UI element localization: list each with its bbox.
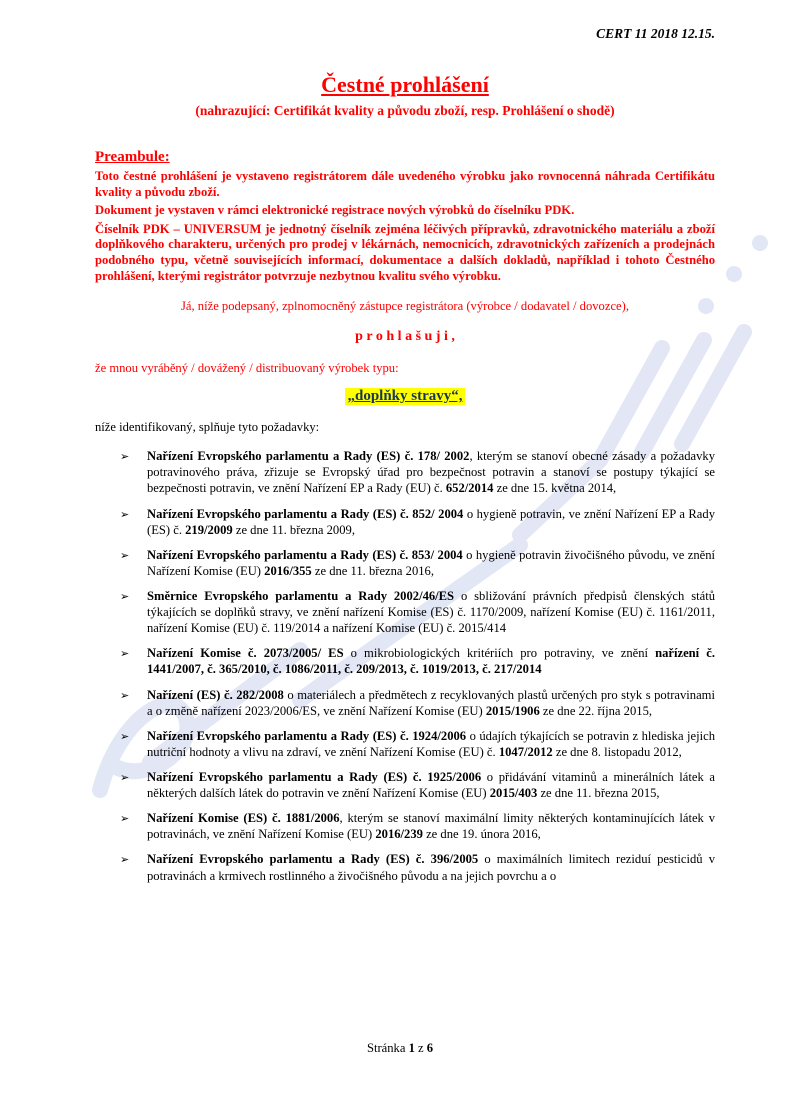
list-item — [120, 588, 715, 636]
regulation-text: Směrnice Evropského parlamentu a Rady 2002/46/ES o sbližování právních předpisů členských států týkajících se doplňků stravy, ve znění nařízení Komise (ES) č. 1170/2009, nařízení Komise (EU) č. 1161/2011, nařízení Komise (EU) č. 119/2014 a nařízení Komise (EU) č. 2015/414 — [147, 589, 715, 636]
regulation-text: Nařízení Evropského parlamentu a Rady (ES) č. 396/2005 o maximálních limitech reziduí pesticidů v potravinách a krmivech rostlinného a živočišného původu a na jejich povrchu a o — [147, 852, 715, 883]
arrow-bullet-icon: ➢ — [120, 507, 130, 521]
list-item — [120, 687, 715, 719]
arrow-bullet-icon: ➢ — [120, 688, 130, 702]
product-type-wrap — [95, 387, 715, 405]
regulation-text: Nařízení Komise č. 2073/2005/ ES o mikrobiologických kritériích pro potraviny, ve znění nařízení č. 1441/2007, č. 365/2010, č. 1086/2011, č. 209/2013, č. 1019/2013, č. 217/2014 — [147, 646, 715, 677]
regulation-text: Nařízení Evropského parlamentu a Rady (ES) č. 853/ 2004 o hygieně potravin živočišného původu, ve znění Nařízení Komise (EU) 2016/355 ze dne 11. března 2016, — [147, 547, 715, 578]
title-block — [95, 72, 715, 119]
preamble-paragraph: Dokument je vystaven v rámci elektronické registrace nových výrobků do číselníku PDK. — [95, 203, 575, 218]
list-item — [120, 810, 715, 842]
preamble-section — [95, 119, 715, 284]
arrow-bullet-icon: ➢ — [120, 771, 130, 785]
footer-prefix: Stránka — [366, 1041, 409, 1055]
list-item — [120, 506, 715, 538]
regulation-text: Nařízení (ES) č. 282/2008 o materiálech a předmětech z recyklovaných plastů určených pro styk s potravinami a o změně nařízení 2023/2006/ES, ve znění Nařízení Komise (EU) 2015/1906 ze dne 22. října 2015, — [147, 687, 715, 718]
regulation-text: Nařízení Evropského parlamentu a Rady (ES) č. 1924/2006 o údajích týkajících se potravin z hlediska jejich nutriční hodnoty a vlivu na zdraví, ve znění Nařízení Komise (EU) č. 1047/2012 ze dne 8. listopadu 2012, — [147, 728, 715, 759]
declaration-intro: Já, níže podepsaný, zplnomocněný zástupce registrátora (výrobce / dodavatel / dovozce), — [181, 299, 629, 314]
requirements-intro: níže identifikovaný, splňuje tyto požadavky: — [95, 420, 320, 435]
arrow-bullet-icon: ➢ — [120, 548, 130, 562]
page-title: Čestné prohlášení — [321, 72, 489, 97]
list-item — [120, 769, 715, 801]
preamble-heading: Preambule: — [95, 149, 170, 165]
footer-page-number: 1 — [408, 1041, 415, 1055]
arrow-bullet-icon: ➢ — [120, 729, 130, 743]
preamble-paragraph: Toto čestné prohlášení je vystaveno registrátorem dále uvedeného výrobku jako rovnocenná náhrada Certifikátu kvality a původu zboží. — [95, 169, 715, 199]
regulation-list — [95, 448, 715, 883]
arrow-bullet-icon: ➢ — [120, 590, 130, 604]
page-subtitle: (nahrazující: Certifikát kvality a původu zboží, resp. Prohlášení o shodě) — [195, 103, 615, 118]
regulation-text: Nařízení Komise (ES) č. 1881/2006, kterým se stanoví maximální limity některých kontaminujících látek v potravinách, ve znění Nařízení Komise (EU) 2016/239 ze dne 19. února 2016, — [147, 811, 715, 842]
preamble-paragraph: Číselník PDK – UNIVERSUM je jednotný číselník zejména léčivých přípravků, zdravotnického materiálu a zboží doplňkového charakteru, určených pro prodej v lékárnách, nemocnicích, zdravotnických zařízeních a prodejnách podobného typu, včetně souvisejících informací, dokumentace a dalších dokladů, například i tohoto Čestného prohlášení, kterými registrátor potvrzuje nezbytnou kvalitu svého výrobku. — [95, 221, 715, 283]
footer-separator: z — [414, 1041, 427, 1055]
list-item — [120, 728, 715, 760]
list-item — [120, 851, 715, 883]
list-item — [120, 448, 715, 496]
arrow-bullet-icon: ➢ — [120, 647, 130, 661]
declaration-product-line: že mnou vyráběný / dovážený / distribuovaný výrobek typu: — [95, 361, 399, 376]
arrow-bullet-icon: ➢ — [120, 450, 130, 464]
footer-total-pages: 6 — [426, 1041, 434, 1055]
regulation-text: Nařízení Evropského parlamentu a Rady (ES) č. 1925/2006 o přidávání vitaminů a minerálních látek a některých dalších látek do potravin ve znění Nařízení Komise (EU) 2015/403 ze dne 11. března 2015, — [147, 770, 715, 801]
document-reference: CERT 11 2018 12.15. — [596, 26, 715, 41]
product-type-highlight: „doplňky stravy“, — [347, 388, 463, 405]
page-footer — [0, 1041, 800, 1056]
arrow-bullet-icon: ➢ — [120, 853, 130, 867]
regulation-text: Nařízení Evropského parlamentu a Rady (ES) č. 178/ 2002, kterým se stanoví obecné zásady a požadavky potravinového práva, zřizuje se Evropský úřad pro bezpečnost potravin a stanoví se postupy týkající se bezpečnosti potravin, ve znění Nařízení EP a Rady (EU) č. 652/2014 ze dne 15. května 2014, — [147, 449, 715, 496]
list-item — [120, 547, 715, 579]
declaration-verb: p r o h l a š u j i , — [355, 329, 455, 345]
arrow-bullet-icon: ➢ — [120, 812, 130, 826]
regulation-text: Nařízení Evropského parlamentu a Rady (ES) č. 852/ 2004 o hygieně potravin, ve znění Nařízení EP a Rady (ES) č. 219/2009 ze dne 11. března 2009, — [147, 506, 715, 537]
list-item — [120, 645, 715, 677]
